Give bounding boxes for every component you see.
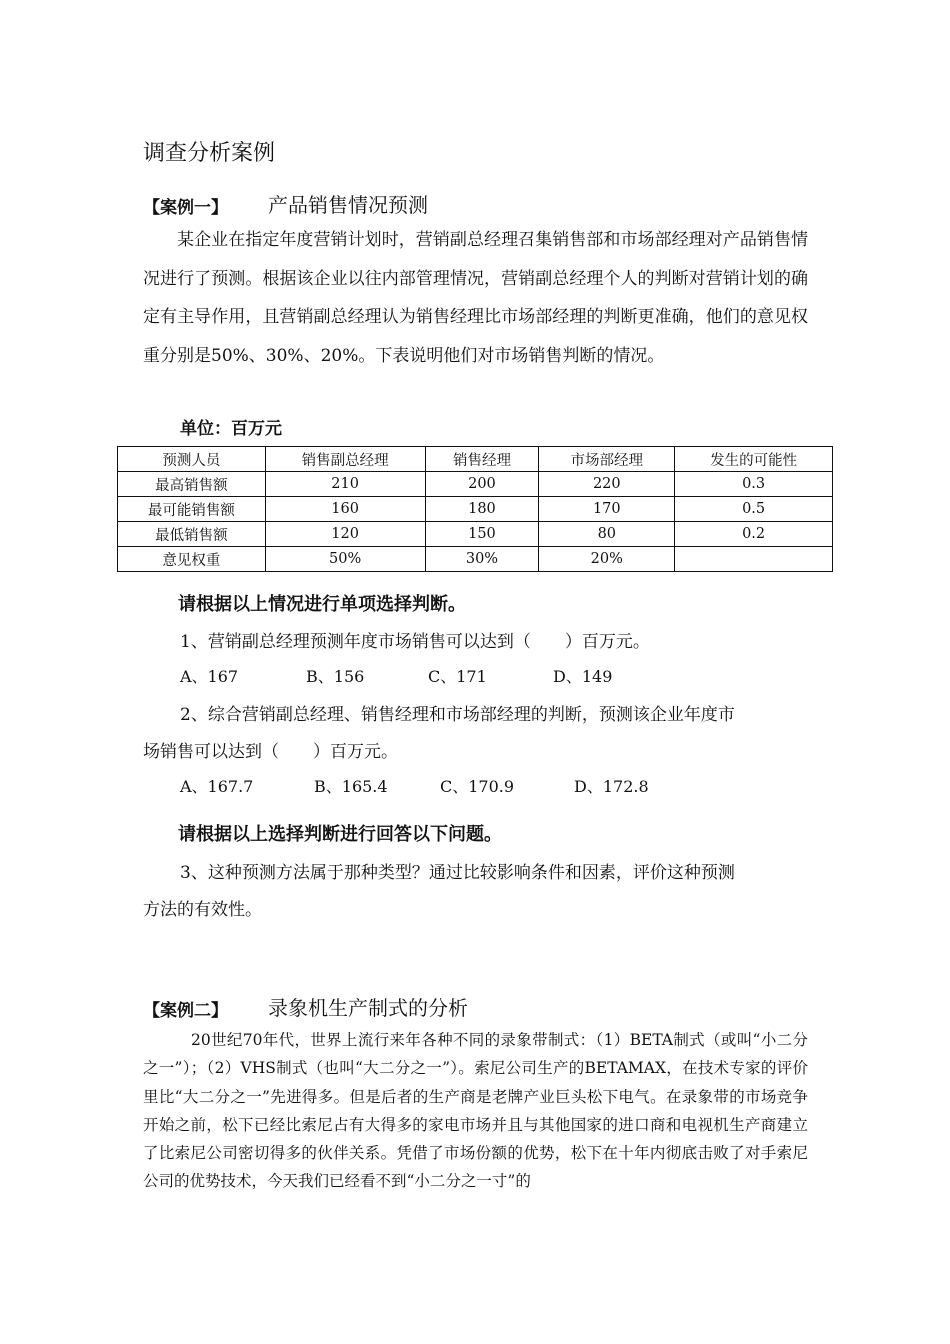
table-header-cell: 销售经理 [425,447,539,472]
table-cell: 180 [425,497,539,522]
table-row [118,497,833,522]
sales-forecast-table [117,446,833,572]
case2-paragraph-text: 20世纪70年代，世界上流行来年各种不同的录象带制式：（1）BETA制式（或叫“小二分之一”）；（2）VHS制式（也叫“大二分之一”）。索尼公司生产的BETAMAX，在技术专家的评价里比“大二分之一”先进得多。但是后者的生产商是老牌产业巨头松下电气。在录象带的市场竞争开始之前，松下已经比索尼占有大得多的家电市场并且与其他国家的进口商和电视机生产商建立了比索尼公司密切得多的伙伴关系。凭借了市场份额的优势，松下在十年内彻底击败了对手索尼公司的优势技术，今天我们已经看不到“小二分之一寸”的 [143,1031,808,1191]
table-cell: 50% [265,547,425,572]
question-3-line-2: 方法的有效性。 [143,900,262,920]
case2-paragraph [143,1026,808,1196]
q2-option-c: C、170.9 [440,777,515,796]
table-cell: 120 [265,522,425,547]
table-cell: 210 [265,472,425,497]
table-cell: 意见权重 [118,547,266,572]
q1-option-b: B、156 [306,667,365,686]
instruction-single-choice: 请根据以上情况进行单项选择判断。 [178,594,466,615]
case1-paragraph-text: 某企业在指定年度营销计划时，营销副总经理召集销售部和市场部经理对产品销售情况进行了预测。根据该企业以往内部管理情况，营销副总经理个人的判断对营销计划的确定有主导作用，且营销副总经理认为销售经理比市场部经理的判断更准确，他们的意见权重分别是50%、30%、20%。下表说明他们对市场销售判断的情况。 [143,230,808,366]
table-cell: 160 [265,497,425,522]
table-cell: 最可能销售额 [118,497,266,522]
question-2-line-2: 场销售可以达到（ ）百万元。 [143,742,398,762]
table-cell [675,547,833,572]
table-cell: 30% [425,547,539,572]
case1-title: 产品销售情况预测 [268,193,428,217]
question-1: 1、营销副总经理预测年度市场销售可以达到（ ）百万元。 [180,632,650,652]
q1-option-d: D、149 [553,667,613,686]
q2-option-d: D、172.8 [574,777,649,796]
table-cell: 200 [425,472,539,497]
table-cell: 最高销售额 [118,472,266,497]
table-cell: 20% [539,547,675,572]
page-title: 调查分析案例 [143,141,276,166]
table-header-cell: 销售副总经理 [265,447,425,472]
table-header-cell: 发生的可能性 [675,447,833,472]
question-3-line-1: 3、这种预测方法属于那种类型？通过比较影响条件和因素，评价这种预测 [180,863,735,883]
case2-label: 【案例二】 [143,1001,228,1021]
q2-option-b: B、165.4 [314,777,388,796]
table-cell: 0.2 [675,522,833,547]
table-header-cell: 预测人员 [118,447,266,472]
q1-option-c: C、171 [428,667,487,686]
table-header-row [118,447,833,472]
q1-option-a: A、167 [180,667,239,686]
table-row [118,522,833,547]
table-row [118,547,833,572]
unit-label: 单位：百万元 [180,419,282,439]
table-cell: 170 [539,497,675,522]
instruction-answer-questions: 请根据以上选择判断进行回答以下问题。 [178,824,502,845]
table-row [118,472,833,497]
table-cell: 0.3 [675,472,833,497]
table-cell: 0.5 [675,497,833,522]
table-cell: 150 [425,522,539,547]
case1-paragraph [143,221,808,375]
case2-title: 录象机生产制式的分析 [268,996,468,1020]
q2-option-a: A、167.7 [180,777,254,796]
table-header-cell: 市场部经理 [539,447,675,472]
case1-label: 【案例一】 [143,198,228,218]
table-cell: 220 [539,472,675,497]
table-cell: 80 [539,522,675,547]
table-cell: 最低销售额 [118,522,266,547]
question-2-line-1: 2、综合营销副总经理、销售经理和市场部经理的判断，预测该企业年度市 [180,705,735,725]
